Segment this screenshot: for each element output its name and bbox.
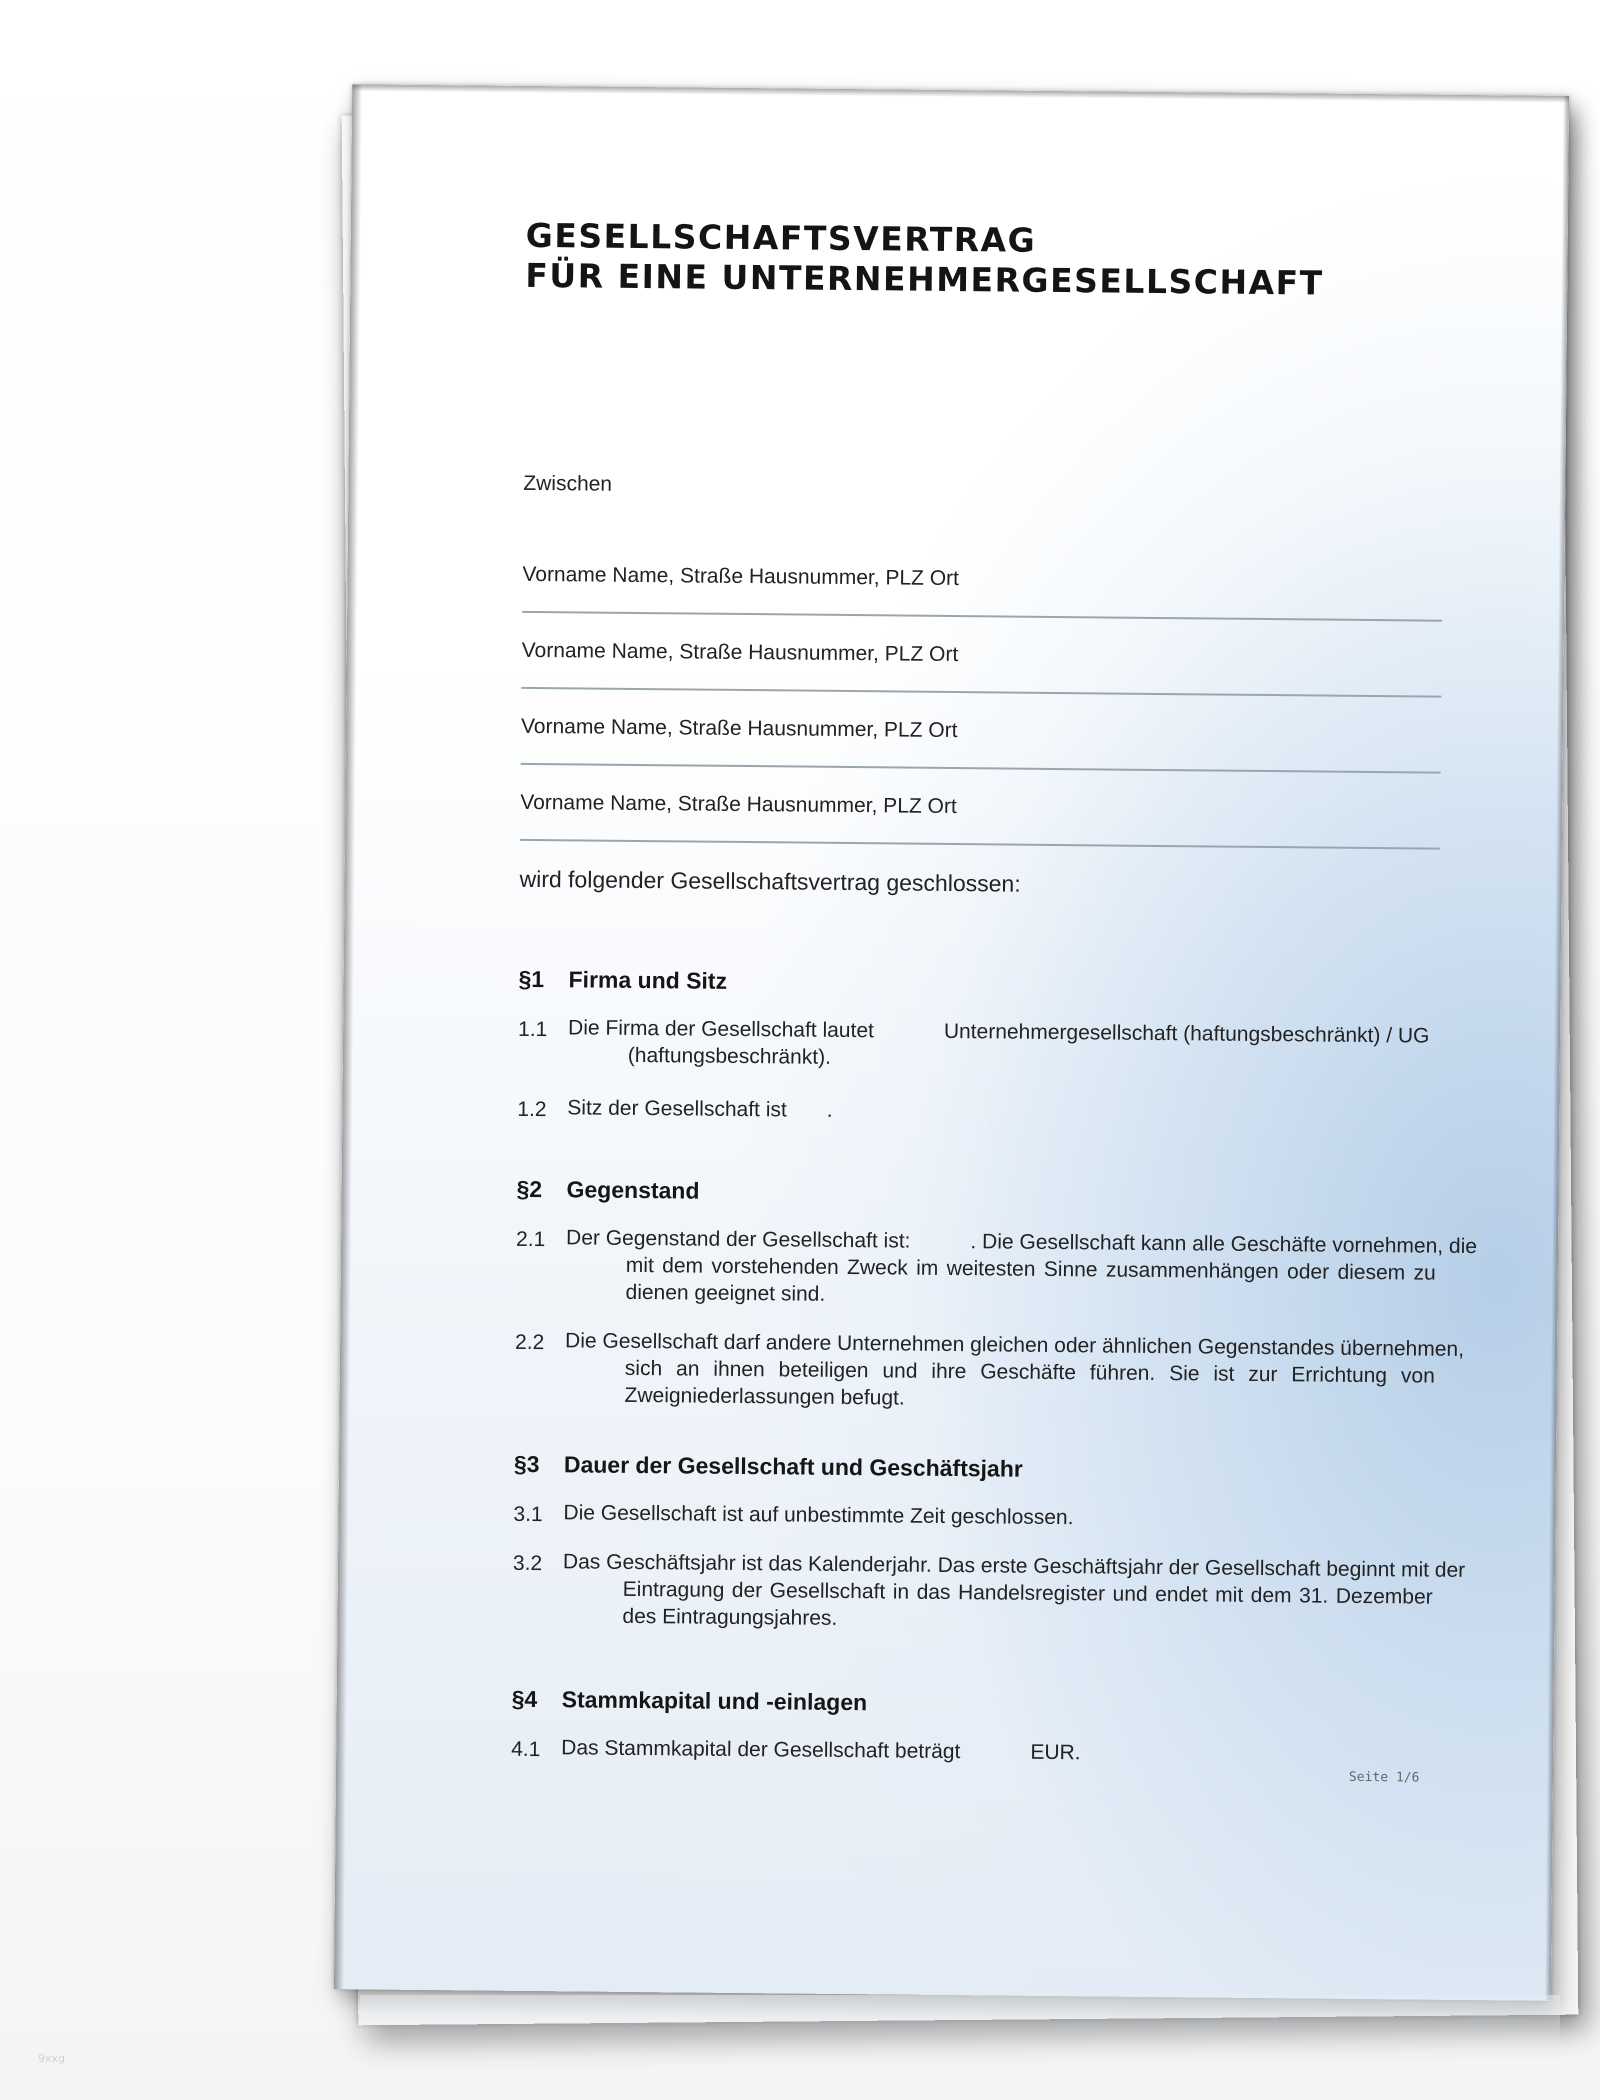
sheet-edge xyxy=(352,84,1569,103)
section-4 xyxy=(511,1686,1432,1770)
party-row xyxy=(520,713,1441,798)
clause-number: 2.2 xyxy=(514,1330,545,1355)
page-number: Seite 1/6 xyxy=(1348,1769,1420,1786)
clause-number: 3.2 xyxy=(512,1551,543,1576)
clause xyxy=(511,1734,1431,1770)
clause-number: 4.1 xyxy=(511,1737,541,1762)
section-number: §3 xyxy=(513,1450,540,1478)
title-line-1: GESELLSCHAFTSVERTRAG xyxy=(525,215,1037,260)
section-number: §1 xyxy=(518,965,545,993)
clause-number: 2.1 xyxy=(515,1227,546,1252)
clause-text-part: Das Stammkapital der Gesellschaft beträgt xyxy=(561,1736,961,1764)
clause-text xyxy=(561,1734,1431,1769)
section-title: Firma und Sitz xyxy=(568,966,728,994)
clause xyxy=(518,1014,1438,1077)
clause-number: 1.1 xyxy=(517,1017,548,1042)
clause-text-part: Sitz der Gesellschaft ist xyxy=(567,1096,787,1122)
clause-number: 1.2 xyxy=(517,1097,547,1122)
section-heading xyxy=(516,1176,1436,1225)
section-heading xyxy=(514,1451,1434,1500)
clause-continuation: (haftungsbeschränkt). xyxy=(627,1043,832,1069)
party-row xyxy=(521,637,1442,722)
section-1 xyxy=(517,966,1438,1130)
section-heading xyxy=(518,966,1438,1015)
clause-text-part: Unternehmergesellschaft (haftungsbeschränkt) / UG xyxy=(943,1019,1430,1048)
intro-text: Zwischen xyxy=(523,471,613,496)
party-text: Vorname Name, Straße Hausnummer, PLZ Ort xyxy=(520,714,958,743)
section-3 xyxy=(512,1450,1466,1638)
clause-text: Die Gesellschaft darf andere Unternehmen gleichen oder ähnlichen Gegenstandes übernehmen, xyxy=(565,1329,1465,1361)
parties-list xyxy=(520,561,1443,874)
watermark: 9xxg xyxy=(38,2052,66,2065)
title-line-2: FÜR EINE UNTERNEHMERGESELLSCHAFT xyxy=(525,255,1324,303)
clause xyxy=(513,1499,1433,1535)
clause xyxy=(512,1548,1466,1638)
clause-text-part: . xyxy=(826,1098,833,1122)
clause-continuation: Eintragung der Gesellschaft in das Handelsregister und endet mit dem 31. Dezember des Eintragungsjahres. xyxy=(622,1577,1433,1630)
clause-text xyxy=(567,1094,1437,1129)
party-row xyxy=(520,789,1441,874)
clause-text-part: EUR. xyxy=(1030,1740,1081,1765)
clause xyxy=(514,1327,1465,1417)
clause xyxy=(515,1224,1478,1314)
page-reflection xyxy=(360,1995,1560,2055)
section-title: Gegenstand xyxy=(566,1176,700,1204)
document-title xyxy=(525,216,1324,304)
clause xyxy=(517,1094,1437,1130)
clause-text-part: Der Gegenstand der Gesellschaft ist: xyxy=(565,1226,911,1253)
closing-text: wird folgender Gesellschaftsvertrag geschlossen: xyxy=(519,865,1021,897)
signature-line xyxy=(521,763,1441,774)
signature-line xyxy=(522,611,1442,622)
section-number: §4 xyxy=(511,1685,538,1713)
party-text: Vorname Name, Straße Hausnummer, PLZ Ort xyxy=(522,562,960,591)
clause-continuation: sich an ihnen beteiligen und ihre Geschäfte führen. Sie ist zur Errichtung von Zweigniederlassungen befugt. xyxy=(624,1356,1435,1410)
party-row xyxy=(522,561,1443,646)
clause-text-part: Die Firma der Gesellschaft lautet xyxy=(568,1016,875,1043)
signature-line xyxy=(521,687,1441,698)
section-title: Stammkapital und -einlagen xyxy=(561,1686,868,1716)
signature-line xyxy=(520,839,1440,850)
section-title: Dauer der Gesellschaft und Geschäftsjahr xyxy=(563,1451,1023,1482)
clause-number: 3.1 xyxy=(513,1502,543,1527)
section-2 xyxy=(514,1175,1478,1417)
clause-text: Die Gesellschaft ist auf unbestimmte Zeit geschlossen. xyxy=(563,1501,1074,1530)
section-number: §2 xyxy=(516,1175,543,1203)
party-text: Vorname Name, Straße Hausnummer, PLZ Ort xyxy=(521,638,959,667)
document-page xyxy=(334,84,1569,2001)
section-heading xyxy=(511,1686,1431,1735)
clause-text: Das Geschäftsjahr ist das Kalenderjahr. Das erste Geschäftsjahr der Gesellschaft beginnt mit der xyxy=(562,1550,1466,1582)
clause-text-part: . Die Gesellschaft kann alle Geschäfte vornehmen, die xyxy=(970,1230,1478,1259)
party-text: Vorname Name, Straße Hausnummer, PLZ Ort xyxy=(520,790,957,819)
clause-continuation: mit dem vorstehenden Zweck im weitesten Sinne zusammenhängen oder diesem zu dienen geeignet sind. xyxy=(625,1253,1436,1306)
